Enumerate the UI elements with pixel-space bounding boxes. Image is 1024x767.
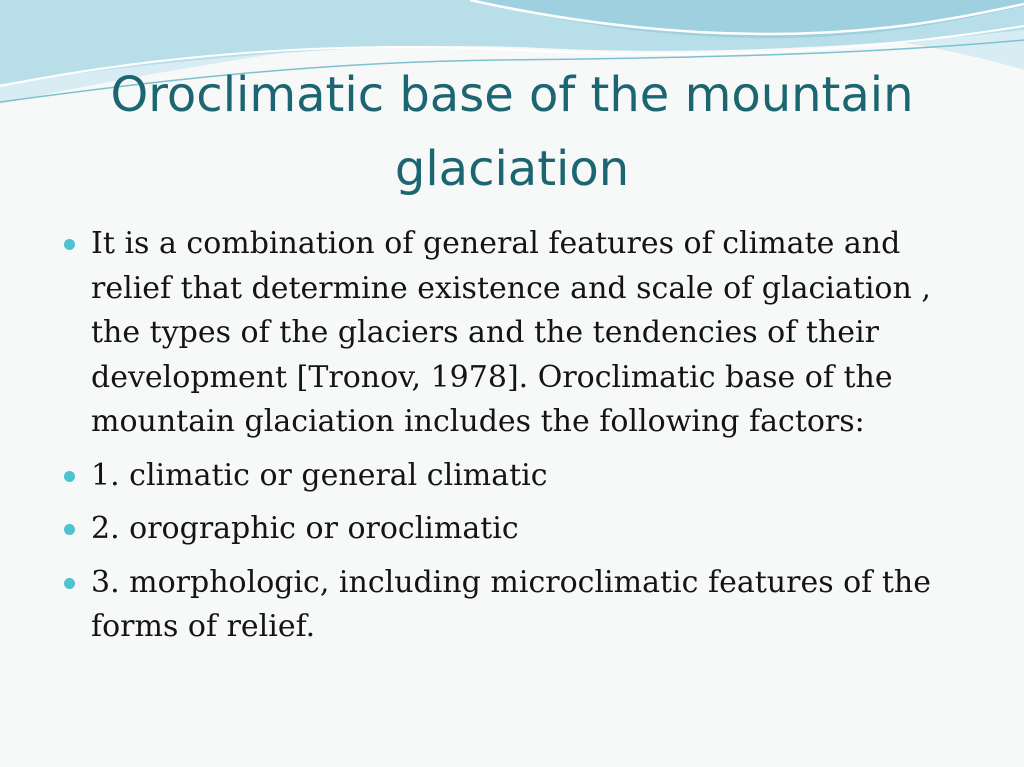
bullet-dot-icon	[64, 471, 75, 482]
bullet-item	[62, 561, 962, 650]
bullet-text: 1. climatic or general climatic	[91, 457, 548, 493]
bullet-text: 2. orographic or oroclimatic	[91, 511, 519, 546]
slide-title: Oroclimatic base of the mountain glaciation	[110, 67, 914, 197]
bullet-text: 3. morphologic, including microclimatic features of the forms of relief.	[91, 564, 931, 644]
bullet-item	[62, 507, 962, 552]
bullet-dot-icon	[64, 239, 75, 250]
bullet-item	[62, 222, 962, 445]
bullet-list	[62, 222, 962, 659]
bullet-item	[62, 454, 962, 499]
bullet-text: It is a combination of general features of climate and relief that determine existence and scale of glaciation , the types of the glaciers and the tendencies of their development [Tronov, 1978]. Oroclimatic base of the mountain glaciation includes the following factors:	[91, 226, 931, 439]
bullet-dot-icon	[64, 524, 75, 535]
bullet-dot-icon	[64, 578, 75, 589]
